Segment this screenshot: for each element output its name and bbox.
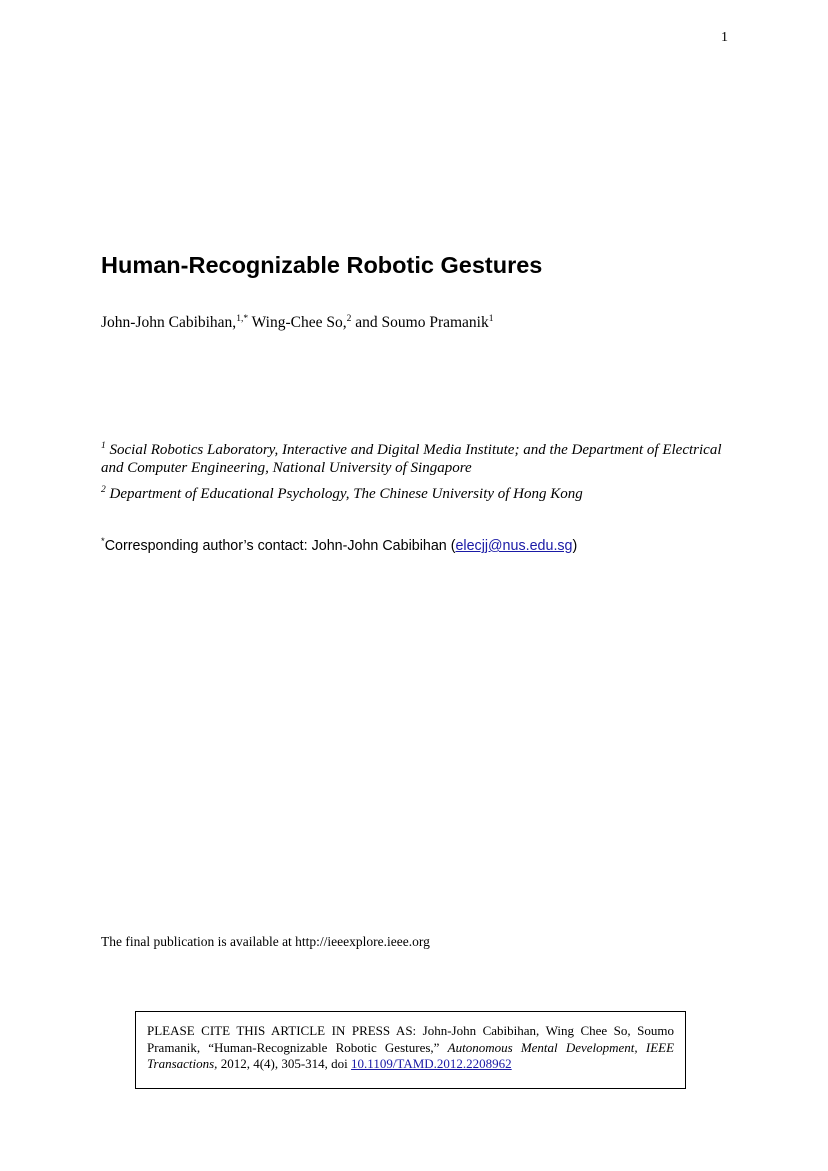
author-list xyxy=(101,314,493,332)
author-name: John-John Cabibihan, xyxy=(101,314,237,331)
author-affiliation-marker: 2 xyxy=(346,313,352,324)
doi-link[interactable]: 10.1109/TAMD.2012.2208962 xyxy=(351,1056,512,1071)
affiliation-text: Social Robotics Laboratory, Interactive and Digital Media Institute; and the Department of Electrical and Computer Engineering, National University of Singapore xyxy=(101,442,722,476)
author-name: Wing-Chee So, xyxy=(251,314,347,331)
citation-details: 2012, 4(4), 305-314, doi xyxy=(220,1056,348,1071)
affiliation-marker: 2 xyxy=(101,485,106,495)
author-name: Soumo Pramanik xyxy=(381,314,489,331)
affiliation xyxy=(101,485,741,503)
corresponding-close: ) xyxy=(572,538,578,554)
email-link[interactable]: elecjj@nus.edu.sg xyxy=(455,538,573,554)
page-number: 1 xyxy=(721,30,728,45)
affiliation-marker: 1 xyxy=(101,441,106,451)
citation-journal: Autonomous Mental Development, IEEE Transactions, xyxy=(147,1039,675,1071)
affiliation-text: Department of Educational Psychology, The Chinese University of Hong Kong xyxy=(109,486,583,502)
author-affiliation-marker: 1 xyxy=(488,313,494,324)
affiliation xyxy=(101,441,741,477)
paper-title: Human-Recognizable Robotic Gestures xyxy=(101,252,543,278)
author-conjunction: and xyxy=(355,314,378,331)
citation-prefix: PLEASE CITE THIS ARTICLE IN PRESS AS: John-John Cabibihan, Wing Chee So, Soumo Pramanik, “Human-Recognizable Robotic Gestures,” xyxy=(147,1023,674,1055)
corresponding-author xyxy=(101,538,577,554)
affiliations xyxy=(101,441,741,503)
citation-box xyxy=(135,1011,686,1089)
availability-note: The final publication is available at http://ieeexplore.ieee.org xyxy=(101,934,430,949)
corresponding-marker: * xyxy=(101,536,105,548)
author-affiliation-marker: 1,* xyxy=(236,313,249,324)
corresponding-text: Corresponding author’s contact: John-John Cabibihan ( xyxy=(104,538,456,554)
